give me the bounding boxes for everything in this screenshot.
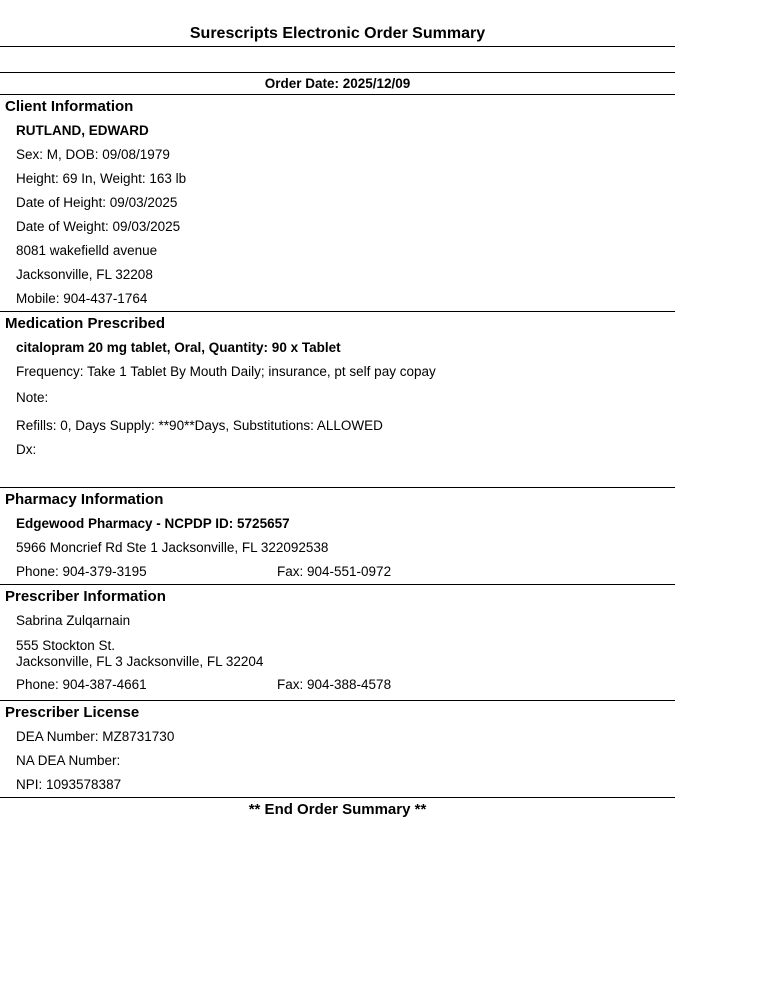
prescriber-license-heading: Prescriber License	[5, 704, 140, 721]
section-pharmacy-information	[0, 488, 675, 585]
license-na-dea-number: NA DEA Number:	[16, 753, 121, 768]
prescriber-information-heading: Prescriber Information	[5, 588, 166, 605]
section-medication-prescribed	[0, 312, 675, 488]
pharmacy-fax: Fax: 904-551-0972	[277, 564, 392, 579]
medication-frequency: Frequency: Take 1 Tablet By Mouth Daily; insurance, pt self pay copay	[16, 364, 436, 379]
prescriber-fax: Fax: 904-388-4578	[277, 677, 392, 692]
pharmacy-information-heading: Pharmacy Information	[5, 491, 164, 508]
medication-refills: Refills: 0, Days Supply: **90**Days, Substitutions: ALLOWED	[16, 418, 383, 433]
medication-dx: Dx:	[16, 442, 37, 457]
prescriber-address-line2: Jacksonville, FL 3 Jacksonville, FL 32204	[16, 653, 264, 669]
pharmacy-phone-fax-row	[0, 560, 675, 584]
client-date-of-weight: Date of Weight: 09/03/2025	[16, 219, 181, 234]
client-information-heading: Client Information	[5, 98, 134, 115]
pharmacy-phone: Phone: 904-379-3195	[16, 564, 147, 579]
prescriber-name: Sabrina Zulqarnain	[16, 613, 131, 628]
medication-drug: citalopram 20 mg tablet, Oral, Quantity: 90 x Tablet	[16, 340, 341, 355]
medication-note: Note:	[16, 390, 49, 405]
section-prescriber-information	[0, 585, 675, 701]
license-dea-number: DEA Number: MZ8731730	[16, 729, 175, 744]
medication-prescribed-heading: Medication Prescribed	[5, 315, 166, 332]
client-height-weight: Height: 69 In, Weight: 163 lb	[16, 171, 187, 186]
client-mobile: Mobile: 904-437-1764	[16, 291, 148, 306]
section-client-information	[0, 95, 675, 312]
prescriber-address	[0, 633, 675, 673]
client-city-state-zip: Jacksonville, FL 32208	[16, 267, 153, 282]
pharmacy-name-ncpdp: Edgewood Pharmacy - NCPDP ID: 5725657	[16, 516, 290, 531]
prescriber-phone-fax-row	[0, 673, 675, 697]
blank-band	[0, 47, 675, 73]
client-date-of-height: Date of Height: 09/03/2025	[16, 195, 178, 210]
client-sex-dob: Sex: M, DOB: 09/08/1979	[16, 147, 170, 162]
pharmacy-address: 5966 Moncrief Rd Ste 1 Jacksonville, FL 322092538	[16, 540, 329, 555]
section-prescriber-license	[0, 701, 675, 798]
client-street-address: 8081 wakefielld avenue	[16, 243, 158, 258]
license-npi: NPI: 1093578387	[16, 777, 122, 792]
prescriber-phone: Phone: 904-387-4661	[16, 677, 147, 692]
client-name: RUTLAND, EDWARD	[16, 123, 149, 138]
end-order-summary: ** End Order Summary **	[248, 801, 427, 818]
prescriber-address-line1: 555 Stockton St.	[16, 638, 116, 653]
order-date: Order Date: 2025/12/09	[0, 73, 675, 95]
page-title: Surescripts Electronic Order Summary	[0, 0, 675, 47]
